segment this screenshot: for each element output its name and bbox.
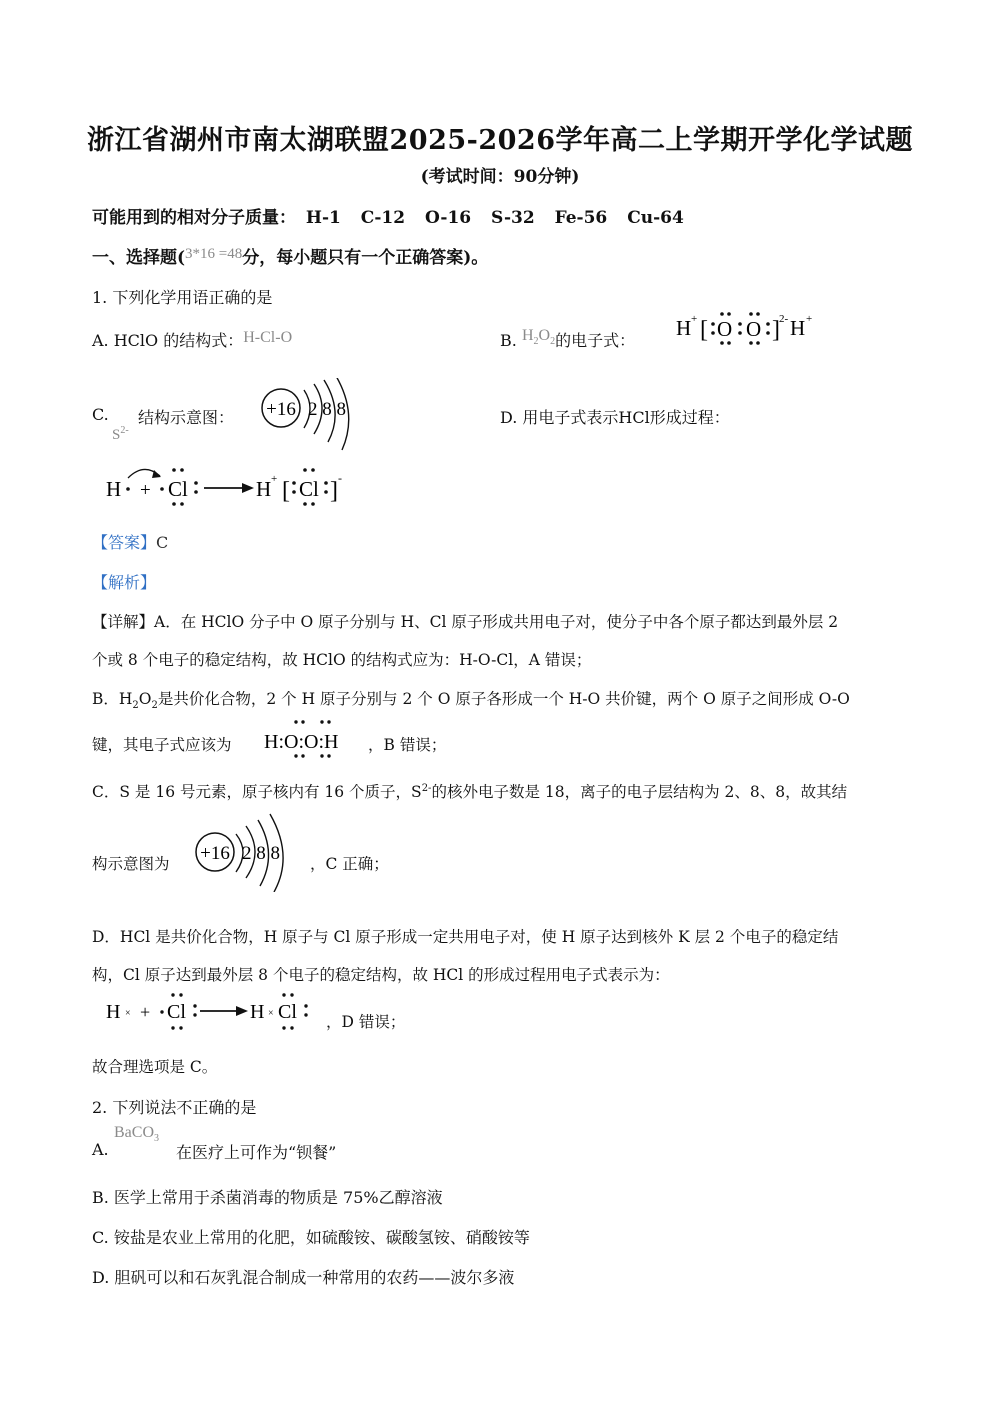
q1-b-formula-sub1: 2 <box>533 336 539 348</box>
q1-d-formation-diagram <box>104 460 364 510</box>
q1-c-suffix: 结构示意图： <box>138 408 235 427</box>
q1-b-prefix: B. <box>500 331 517 350</box>
q2-option-c: C. 铵盐是农业上常用的化肥，如硫酸铵、碳酸氢铵、硝酸铵等 <box>92 1228 530 1247</box>
detail-d-line2: 构，Cl 原子达到最外层 8 个电子的稳定结构，故 HCl 的形成过程用电子式表示为： <box>92 966 670 984</box>
q1-a-prefix: A. HClO 的结构式： <box>92 331 244 350</box>
section-suffix: 分，每小题只有一个正确答案)。 <box>242 248 489 268</box>
answer-line <box>92 530 168 553</box>
q1-a-formula: H-Cl-O <box>243 329 293 346</box>
q1-b-plus-left: + <box>691 313 698 325</box>
q1-c-nucleus-label: +16 <box>266 399 296 420</box>
q1-stem: 1. 下列化学用语正确的是 <box>92 288 273 307</box>
mass-s: S-32 <box>491 208 535 228</box>
q1-option-c-prefix: C. <box>92 405 109 424</box>
detail-b-line2-pre: 键，其电子式应该为 <box>92 736 232 754</box>
q1-d-h-product: H <box>256 477 272 501</box>
mass-cu: Cu-64 <box>627 208 684 228</box>
detail-b-line1 <box>92 687 850 711</box>
q1-d-cl: Cl <box>168 477 188 501</box>
detail-b-mid: O <box>138 690 152 708</box>
mass-h: H-1 <box>305 208 341 228</box>
q1-b-formula-o: O <box>538 327 551 344</box>
detail-d-formation-diagram <box>104 990 344 1036</box>
detail-d-cl: Cl <box>167 1001 186 1023</box>
detail-b-line2-post: ，B 错误； <box>368 736 447 754</box>
q1-c-ion <box>112 425 129 444</box>
q1-b-charge: 2- <box>779 313 789 325</box>
detail-d-line3-post: ，D 错误； <box>326 1013 406 1031</box>
mass-c: C-12 <box>360 208 406 228</box>
q1-d-cl-dot-left <box>160 487 164 491</box>
detail-d-h-electron: × <box>125 1008 131 1019</box>
q2-option-b: B. 医学上常用于杀菌消毒的物质是 75%乙醇溶液 <box>92 1188 443 1207</box>
section-prefix: 一、选择题( <box>92 248 186 268</box>
q1-d-minus: - <box>338 471 342 485</box>
q2-stem: 2. 下列说法不正确的是 <box>92 1098 257 1117</box>
detail-d-h: H <box>106 1001 121 1023</box>
detail-c-line2-pre: 构示意图为 <box>92 855 170 873</box>
section-heading <box>92 243 488 268</box>
detail-c-post: 的核外电子数是 18，离子的电子层结构为 2、8、8，故其结 <box>431 783 848 801</box>
q1-option-d: D. 用电子式表示HCl形成过程： <box>500 408 730 427</box>
detail-c-structure-diagram <box>190 812 300 892</box>
detail-c-pre: C．S 是 16 号元素，原子核内有 16 个质子，S <box>92 783 422 801</box>
conclusion: 故合理选项是 C。 <box>92 1058 218 1076</box>
analysis-label: 【解析】 <box>92 573 157 592</box>
q1-b-suffix: 的电子式： <box>555 331 636 350</box>
q1-b-formula <box>521 327 556 348</box>
mass-fe: Fe-56 <box>554 208 608 228</box>
detail-b-sub1: 2 <box>132 700 139 712</box>
q2-option-d: D. 胆矾可以和石灰乳混合制成一种常用的农药——波尔多液 <box>92 1268 515 1287</box>
page-title: 浙江省湖州市南太湖联盟2025-2026学年高二上学期开学化学试题 <box>87 125 913 156</box>
q1-b-bracket-left: [ <box>700 317 708 343</box>
detail-d-h-product-electron: × <box>268 1008 274 1019</box>
q2-a-formula-sub: 3 <box>154 1133 159 1145</box>
q1-b-o1: O <box>717 317 733 341</box>
detail-d-arrow-head <box>236 1006 248 1016</box>
q1-d-h-electron <box>126 487 130 491</box>
q1-option-b <box>500 328 635 353</box>
section-formula: 3*16 =48 <box>185 246 243 262</box>
q2-option-a-prefix: A. <box>92 1140 109 1159</box>
q2-option-a-text: 在医疗上可作为“钡餐” <box>176 1143 337 1162</box>
q1-d-arrow-head <box>242 483 254 493</box>
q1-d-plus: + <box>140 480 151 501</box>
detail-a-line2: 个或 8 个电子的稳定结构，故 HClO 的结构式应为：H-O-Cl，A 错误； <box>92 651 592 669</box>
q1-d-h-plus: + <box>271 473 278 485</box>
relative-mass-label: 可能用到的相对分子质量： <box>92 208 296 228</box>
q1-b-formula-sub2: 2 <box>550 336 556 348</box>
detail-c-nucleus-label: +16 <box>200 843 230 864</box>
detail-a-line1: 【详解】A．在 HClO 分子中 O 原子分别与 H、Cl 原子形成共用电子对，使分子中各个原子都达到最外层 2 <box>92 613 839 631</box>
q1-b-h-right: H <box>790 316 806 340</box>
q1-b-bracket-right: ] <box>772 317 780 343</box>
q1-b-h-left: H <box>676 316 692 340</box>
detail-b-post: 是共价化合物，2 个 H 原子分别与 2 个 O 原子各形成一个 H-O 共价键，两个 O 原子之间形成 O-O <box>157 690 850 708</box>
q1-c-ion-symbol: S <box>112 427 121 443</box>
q1-b-plus-right: + <box>806 313 813 325</box>
detail-b-electron-diagram <box>262 716 366 762</box>
q1-c-ion-charge: 2- <box>120 425 129 436</box>
q1-b-electron-diagram <box>672 306 832 350</box>
detail-b-pre: B．H <box>92 690 133 708</box>
answer-label: 【答案】 <box>92 533 157 552</box>
q1-d-bracket-left: [ <box>282 478 290 504</box>
q1-b-formula-h: H <box>521 327 534 344</box>
detail-d-h-product: H <box>250 1001 265 1023</box>
q1-d-h: H <box>106 477 122 501</box>
detail-d-cl-dot-left <box>160 1010 163 1013</box>
mass-o: O-16 <box>424 208 472 228</box>
q1-d-cl-product: Cl <box>299 477 319 501</box>
detail-c-line1 <box>92 780 847 802</box>
detail-d-line1: D．HCl 是共价化合物，H 原子与 Cl 原子形成一定共用电子对，使 H 原子达到核外 K 层 2 个电子的稳定结 <box>92 928 839 946</box>
detail-b-formula-text: H:O:O:H <box>264 731 339 753</box>
q1-c-structure-diagram <box>256 378 366 454</box>
q1-c-shell-numbers: 2 8 8 <box>308 399 346 420</box>
q2-a-formula <box>114 1124 159 1144</box>
detail-c-sup: 2- <box>421 782 432 794</box>
q1-d-bracket-right: ] <box>330 478 338 504</box>
q2-a-formula-main: BaCO <box>114 1124 154 1141</box>
answer-value: C <box>156 533 169 552</box>
q1-b-dots-shared <box>738 322 742 335</box>
detail-d-plus: + <box>140 1002 151 1022</box>
detail-c-line2-post: ，C 正确； <box>310 855 389 873</box>
q1-b-o2: O <box>746 317 762 341</box>
exam-duration: (考试时间：90分钟) <box>420 167 580 187</box>
detail-c-shell-numbers: 2 8 8 <box>242 843 280 864</box>
detail-b-sub2: 2 <box>151 700 158 712</box>
detail-d-cl-product: Cl <box>278 1001 297 1023</box>
q1-option-a <box>92 328 292 351</box>
relative-mass-line <box>92 203 684 228</box>
